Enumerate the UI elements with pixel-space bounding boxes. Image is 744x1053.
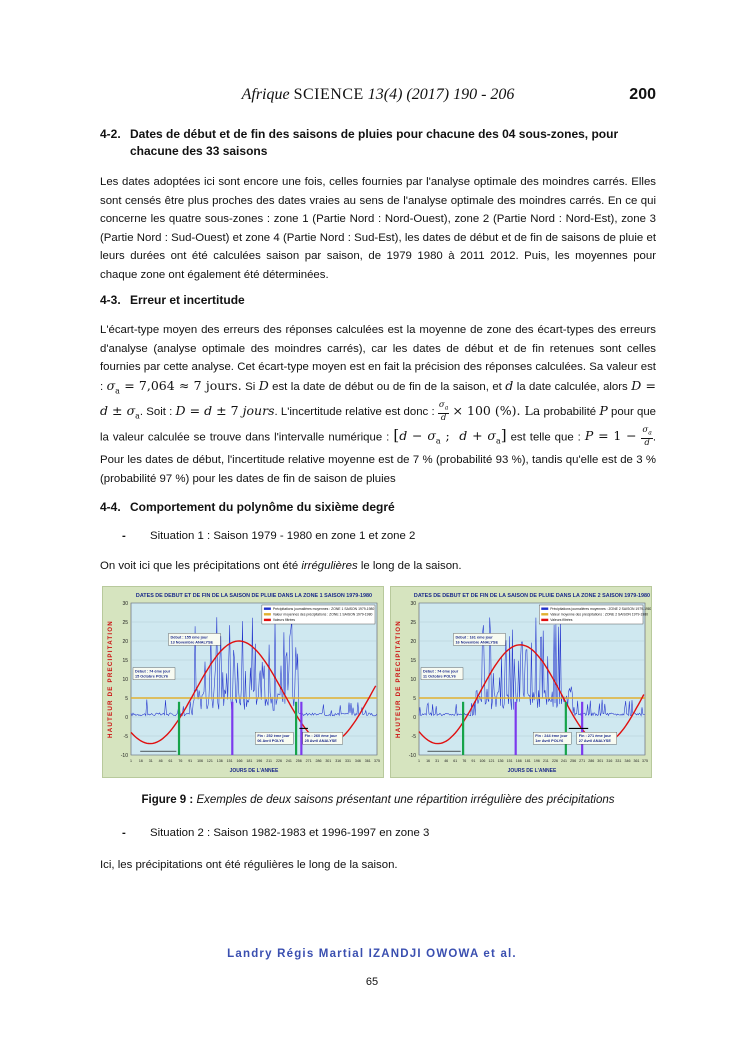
section-title-line1: Dates de début et de fin des saisons de pluies pour chacune des 04 sous-zones, pour [130,127,619,141]
section-4-3-heading [100,292,656,309]
x-tick-label: 136 [497,759,504,763]
sigma-value: = 7,064 ≈ 7 jours. [124,377,242,393]
fraction-sigma-d: $\frac{\sigma_a}{d}$ [438,399,449,423]
bullet-situation-2 [122,827,429,839]
final-line: Ici, les précipitations ont été régulières le long de la saison. [100,859,398,871]
figure-caption-text: Exemples de deux saisons présentant une répartition irrégulière des précipitations [196,794,615,806]
obs-prefix: On voit ici que les précipitations ont été [100,560,299,572]
journal-title [100,86,656,104]
y-tick-label: -10 [120,752,128,759]
x-tick-label: 286 [588,759,595,763]
annotation-fin-poly-text: 1er Avril POLY6 [535,739,564,744]
x-tick-label: 61 [168,759,173,763]
annotation-fin-analyse-text: Fin : 260 ème jour [304,734,337,739]
x-tick-label: 271 [579,759,586,763]
var-d: d [505,377,514,393]
annotation-fin-analyse-text: 27 Avril ANALYSE [578,739,611,744]
x-tick-label: 316 [335,759,342,763]
y-axis-label: HAUTEUR DE PRECIPITATION [395,620,402,738]
chart-2-svg [391,587,651,777]
y-tick-label: -10 [408,752,416,759]
x-tick-label: 226 [551,759,558,763]
legend-swatch [541,619,548,621]
x-tick-label: 76 [178,759,183,763]
y-axis-label: HAUTEUR DE PRECIPITATION [107,620,114,738]
text-last-line: (probabilité 93 %), tandis qu'elle est de 3 % (probabilité 97 %) pour les dates de fin de saison de pluies [100,454,656,485]
journal-issue: 13(4) (2017) 190 - 206 [367,86,515,103]
x-tick-label: 375 [374,759,380,763]
annotation-fin-analyse-text: Fin : 271 ème jour [578,734,612,739]
x-axis-label: JOURS DE L'ANNEE [507,768,557,774]
chart-title: DATES DE DEBUT ET DE FIN DE LA SAISON DE PLUIE DANS LA ZONE 2 SAISON 1979-1980 [413,593,651,599]
legend-label: Valeurs filtrées [550,618,573,623]
x-tick-label: 241 [561,759,568,763]
figure-label: Figure 9 : [141,794,194,806]
y-tick-label: -5 [123,733,128,740]
x-tick-label: 256 [570,759,577,763]
x-tick-label: 301 [597,759,604,763]
bullet-text: Situation 1 : Saison 1979 - 1980 en zone 1 et zone 2 [150,530,416,542]
x-tick-label: 61 [453,759,458,763]
text-soit: . Soit : [139,405,173,418]
x-tick-label: 211 [266,759,272,763]
bullet-dash: - [122,827,126,839]
figure-chart-2 [390,586,652,778]
section-4-4-heading [100,499,656,516]
section-number: 4-3. [100,293,121,307]
x-tick-label: 375 [642,759,648,763]
x-tick-label: 151 [226,759,233,763]
text-est2: est [510,431,526,444]
y-tick-label: 15 [122,657,128,664]
annotation-debut-poly-text: Début : 74 ème jour [135,669,171,674]
section-number: 4-4. [100,500,121,514]
x-tick-label: 181 [246,759,253,763]
annotation-fin-poly-text: 06 Avril POLY6 [257,739,284,744]
x-tick-label: 31 [148,759,153,763]
x-tick-label: 331 [615,759,622,763]
running-header [100,86,656,110]
y-tick-label: 20 [410,638,416,645]
obs-italic: irrégulières [301,560,358,572]
observation-line [100,557,656,576]
var-D: D [258,377,269,393]
x-tick-label: 166 [236,759,243,763]
text-percent: × 100 (%). La [452,402,541,418]
journal-italic: Afrique [241,86,290,103]
x-tick-label: 16 [426,759,431,763]
x-tick-label: 196 [533,759,540,763]
equation-D-sigma: $D = d \pm \sigma_a$ [100,377,656,421]
var-P: P [599,402,608,418]
x-tick-label: 46 [444,759,449,763]
legend-label: Précipitations journalières moyennes : ZONE 2 SAISON 1979-1980 [550,607,651,611]
y-tick-label: 15 [410,657,416,664]
text-est: est : [100,361,656,393]
legend-swatch [541,613,548,615]
x-tick-label: 151 [506,759,513,763]
figure-chart-1 [102,586,384,778]
x-tick-label: 211 [543,759,549,763]
x-tick-label: 286 [315,759,322,763]
section-number: 4-2. [100,127,121,141]
y-tick-label: 30 [410,600,416,607]
x-tick-label: 331 [345,759,352,763]
x-tick-label: 316 [606,759,613,763]
text-pour-dates: . Pour les dates de début, l'incertitude relative moyenne est de 7 % [100,431,656,467]
bullet-text: Situation 2 : Saison 1982-1983 et 1996-1997 en zone 3 [150,827,430,839]
y-tick-label: -5 [411,733,416,740]
x-tick-label: 226 [275,759,282,763]
y-tick-label: 5 [413,695,416,702]
x-tick-label: 136 [216,759,223,763]
equation-D-7: D = d ± 7 jours [175,402,275,418]
x-tick-label: 166 [515,759,522,763]
annotation-debut-analyse-text: Début : 155 ème jour [170,635,208,640]
legend-label: Valeurs filtrées [272,618,296,623]
text-si: Si [245,380,256,393]
text-intervalle: pour que la valeur calculée se trouve dans l'intervalle numérique : [100,405,657,444]
x-tick-label: 106 [479,759,486,763]
x-axis-label: JOURS DE L'ANNEE [229,768,279,774]
annotation-fin-poly-text: Fin : 244 ème jour [535,734,568,739]
legend-label: Valeur moyennes des précipitations : ZONE 1 SAISON 1979-1980 [272,612,373,617]
x-tick-label: 31 [435,759,440,763]
legend-swatch [264,608,271,610]
y-tick-label: 10 [410,676,416,683]
annotation-debut-analyse-text: 16 Novembre ANALYSE [455,640,499,645]
annotation-debut-poly-text: 15 Octobre POLY6 [135,674,168,679]
text-alors: alors [603,380,628,393]
x-tick-label: 196 [256,759,263,763]
section-title-line2: chacune des 33 saisons [130,144,268,158]
x-tick-label: 301 [325,759,332,763]
x-tick-label: 106 [197,759,204,763]
annotation-fin-analyse-text: 25 Avril ANALYSE [304,739,337,744]
text-date: est la date de début ou de fin de la saison, et [272,380,502,393]
text-calc: la date calculée, [516,380,600,393]
figure-caption [100,794,656,806]
legend-swatch [541,608,548,610]
annotation-debut-analyse-text: 13 Novembre ANALYSE [170,640,214,645]
x-tick-label: 241 [285,759,292,763]
text-telle-que: telle que : [529,431,581,444]
page-number: 200 [629,86,656,103]
legend-label: Précipitations journalières moyennes : ZONE 1 SAISON 1979-1980 [272,607,375,611]
legend-swatch [264,619,271,621]
bullet-dash: - [122,530,126,542]
x-tick-label: 121 [488,759,495,763]
annotation-debut-poly-text: Début : 74 ème jour [423,669,459,674]
y-tick-label: 25 [410,619,416,626]
text-probabilite: probabilité [543,405,597,418]
x-tick-label: 361 [633,759,640,763]
x-tick-label: 256 [295,759,302,763]
x-tick-label: 91 [188,759,193,763]
annotation-debut-poly-text: 11 Octobre POLY6 [423,674,456,679]
y-tick-label: 25 [122,619,128,626]
annotation-fin-poly-text: Fin : 252 ème jour [257,734,290,739]
y-tick-label: 30 [122,600,128,607]
x-tick-label: 46 [158,759,163,763]
x-tick-label: 346 [354,759,361,763]
x-tick-label: 1 [418,759,420,763]
x-tick-label: 361 [364,759,371,763]
x-tick-label: 181 [524,759,531,763]
y-tick-label: 0 [125,714,128,721]
journal-science: SCIENCE [293,86,364,103]
legend-label: Valeur moyenne des précipitations : ZONE 2 SAISON 1979-1980 [550,612,649,617]
chart-1-svg [103,587,383,777]
section-4-3-paragraph [100,321,656,488]
x-tick-label: 1 [130,759,132,763]
interval: [$d - \sigma_a$ ; $d + \sigma_a$] [393,426,507,446]
x-tick-label: 16 [138,759,143,763]
section-title: Erreur et incertitude [130,293,245,307]
obs-suffix: le long de la saison. [360,560,462,572]
author-line: Landry Régis Martial IZANDJI OWOWA et al. [227,948,517,960]
y-tick-label: 5 [125,695,128,702]
text-incertitude: . L'incertitude relative est donc : [274,405,435,418]
footer-page-number: 65 [365,976,379,988]
sigma-equation: $\sigma_a = 7,064 \approx 7$ jours. [106,377,242,396]
legend-swatch [264,613,271,615]
bullet-situation-1 [122,530,415,542]
x-tick-label: 271 [305,759,312,763]
x-tick-label: 121 [206,759,213,763]
y-tick-label: 0 [413,714,416,721]
equation-P: P = 1 − $\frac{\sigma_a}{d}$ [584,424,652,448]
annotation-debut-analyse-text: Début : 161 ème jour [455,635,493,640]
y-tick-label: 20 [122,638,128,645]
section-4-2-heading [100,126,656,160]
x-tick-label: 91 [471,759,476,763]
paragraph-text: L'écart-type moyen des erreurs des réponses calculées est la moyenne de zone des écart-types des erreurs d'analyse (analyse optimale des moindres carrés), car les dates de début et de fin retenues sont celles fournies par cette analyse. Cet écart-type moyen est en fait la précision des réponses calculées. Sa valeur [100,324,656,374]
section-4-2-paragraph: Les dates adoptées ici sont encore une fois, celles fournies par l'analyse optimale des moindres carrés. Elles sont censés être plus proches des dates vraies au sens de l'analyse optimale des moindres carrés. En ce qui concerne les quatre sous-zones : zone 1 (Partie Nord : Nord-Ouest), zone 2 (Partie Nord : Nord-Est), zone 3 (Partie Nord : Sud-Ouest) et zone 4 (Partie Nord : Sud-Est), les dates de début et de fin de saisons de pluie et leurs durées ont été calculées saison par saison, de 1979 1980 à 2011 2012. Puis, les moyennes pour chaque zone ont également été déterminées. [100,176,656,281]
section-title: Comportement du polynôme du sixième degré [130,500,395,514]
chart-title: DATES DE DEBUT ET DE FIN DE LA SAISON DE PLUIE DANS LA ZONE 1 SAISON 1979-1980 [135,593,373,599]
x-tick-label: 76 [462,759,467,763]
y-tick-label: 10 [122,676,128,683]
x-tick-label: 346 [624,759,631,763]
